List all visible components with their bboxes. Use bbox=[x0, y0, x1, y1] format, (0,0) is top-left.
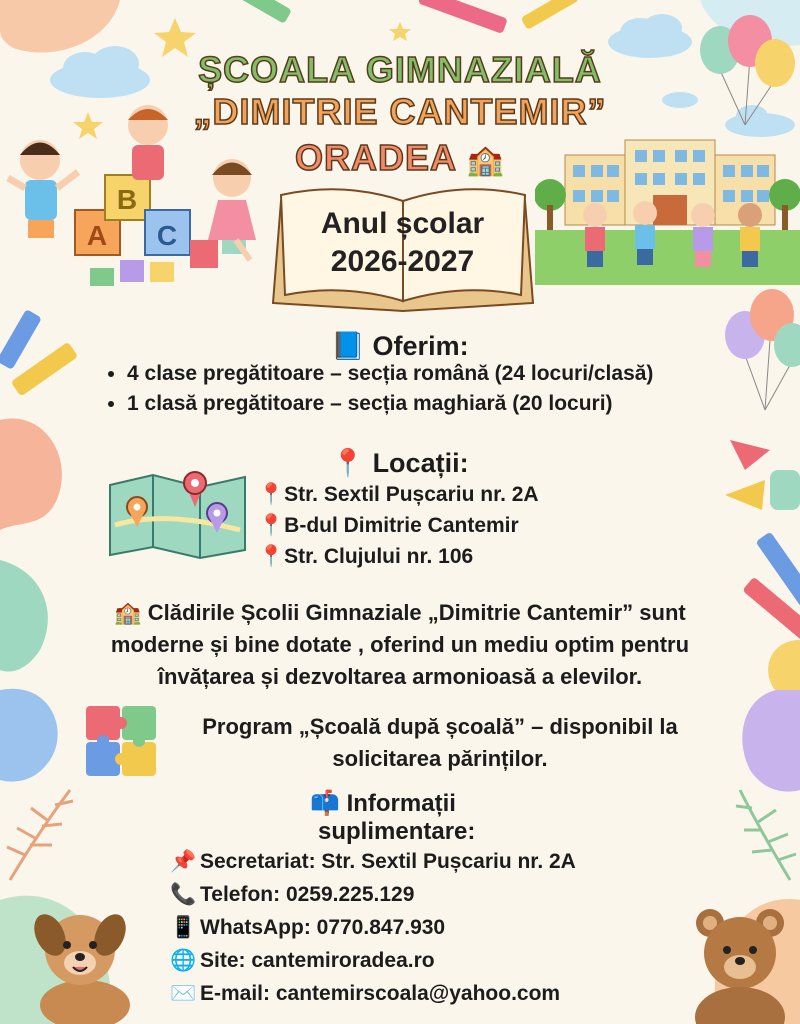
program-paragraph bbox=[160, 711, 720, 775]
location-item bbox=[258, 483, 539, 514]
location-item bbox=[258, 514, 539, 545]
info-heading-line-1 bbox=[310, 790, 475, 818]
kids-with-blocks-illustration bbox=[0, 100, 285, 290]
book-icon: 📘 bbox=[331, 331, 366, 361]
teddy-bear-illustration bbox=[685, 905, 800, 1024]
offer-heading-text: Oferim: bbox=[372, 331, 469, 361]
locations-heading-text: Locații: bbox=[372, 448, 469, 478]
envelope-icon: ✉️ bbox=[170, 982, 197, 1005]
school-year-line-2: 2026-2027 bbox=[330, 245, 475, 278]
locations-list bbox=[258, 483, 539, 576]
pushpin-icon: 📌 bbox=[170, 850, 197, 873]
globe-icon: 🌐 bbox=[170, 949, 197, 972]
location-item bbox=[258, 545, 539, 576]
school-icon: 🏫 bbox=[114, 600, 142, 625]
buildings-line-2: moderne și bine dotate , oferind un mediu optim pentru bbox=[110, 632, 690, 657]
contact-whatsapp bbox=[170, 916, 576, 949]
mobile-icon: 📱 bbox=[170, 916, 197, 939]
info-heading-line-1-text: Informații bbox=[346, 790, 456, 817]
site-text: Site: cantemiroradea.ro bbox=[200, 949, 435, 972]
offer-heading bbox=[0, 330, 800, 362]
fern-right bbox=[736, 790, 796, 880]
location-text: Str. Clujului nr. 106 bbox=[284, 545, 474, 568]
offer-item: • 1 clasă pregătitoare – secția maghiară (20 locuri) bbox=[127, 392, 653, 416]
title-city: ORADEA bbox=[294, 137, 456, 178]
paint-blob-top-left bbox=[0, 0, 120, 53]
pin-icon: 📍 bbox=[331, 448, 366, 478]
buildings-line-3: învățarea și dezvoltarea armonioasă a elevilor. bbox=[157, 664, 643, 689]
contact-phone bbox=[170, 883, 576, 916]
buildings-line-1-text: Clădirile Școlii Gimnaziale „Dimitrie Cantemir” sunt bbox=[147, 600, 686, 625]
crayon-top-pink bbox=[418, 0, 508, 34]
offer-item: • 4 clase pregătitoare – secția română (24 locuri/clasă) bbox=[127, 362, 653, 386]
program-line-2: solicitarea părinților. bbox=[332, 746, 548, 771]
contact-email bbox=[170, 982, 576, 1015]
whatsapp-text: WhatsApp: 0770.847.930 bbox=[200, 916, 446, 939]
contact-secretariat bbox=[170, 850, 576, 883]
block-a: A bbox=[86, 220, 108, 251]
fern-left bbox=[7, 790, 73, 880]
info-heading-line-2: suplimentare: bbox=[318, 818, 476, 845]
phone-text: Telefon: 0259.225.129 bbox=[200, 883, 415, 906]
offer-list bbox=[105, 362, 653, 416]
info-heading bbox=[310, 790, 475, 846]
email-text: E-mail: cantemirscoala@yahoo.com bbox=[200, 982, 561, 1005]
title-line-1: ȘCOALA GIMNAZIALĂ bbox=[198, 49, 602, 90]
puppy-illustration bbox=[15, 905, 140, 1024]
school-year-line-1: Anul școlar bbox=[320, 207, 485, 240]
contact-site bbox=[170, 949, 576, 982]
mailbox-icon: 📫 bbox=[310, 790, 340, 817]
paint-blob-right-purple bbox=[742, 689, 800, 792]
program-line-1: Program „Școală după școală” – disponibil la bbox=[202, 714, 678, 739]
location-text: B-dul Dimitrie Cantemir bbox=[284, 514, 519, 537]
school-building-illustration bbox=[535, 135, 800, 285]
paint-blob-left-blue bbox=[0, 689, 58, 782]
crayon-top-green bbox=[232, 0, 292, 24]
puzzle-icon bbox=[82, 702, 160, 780]
buildings-paragraph bbox=[0, 597, 800, 693]
pin-icon: 📍 bbox=[258, 545, 285, 568]
buildings-line-1 bbox=[0, 597, 800, 629]
map-illustration bbox=[105, 455, 250, 560]
block-b: B bbox=[116, 184, 138, 215]
pin-icon: 📍 bbox=[258, 514, 285, 537]
school-building-icon: 🏫 bbox=[466, 144, 506, 177]
block-c: C bbox=[156, 220, 178, 251]
secretariat-text: Secretariat: Str. Sextil Pușcariu nr. 2A bbox=[200, 850, 576, 873]
crayon-top-yellow bbox=[521, 0, 580, 30]
pin-icon: 📍 bbox=[258, 483, 285, 506]
title-line-2: „DIMITRIE CANTEMIR” bbox=[193, 91, 607, 132]
location-text: Str. Sextil Pușcariu nr. 2A bbox=[284, 483, 539, 506]
contact-list bbox=[170, 850, 576, 1015]
school-year-label bbox=[300, 205, 505, 281]
triangle-yellow bbox=[725, 480, 765, 510]
phone-icon: 📞 bbox=[170, 883, 197, 906]
